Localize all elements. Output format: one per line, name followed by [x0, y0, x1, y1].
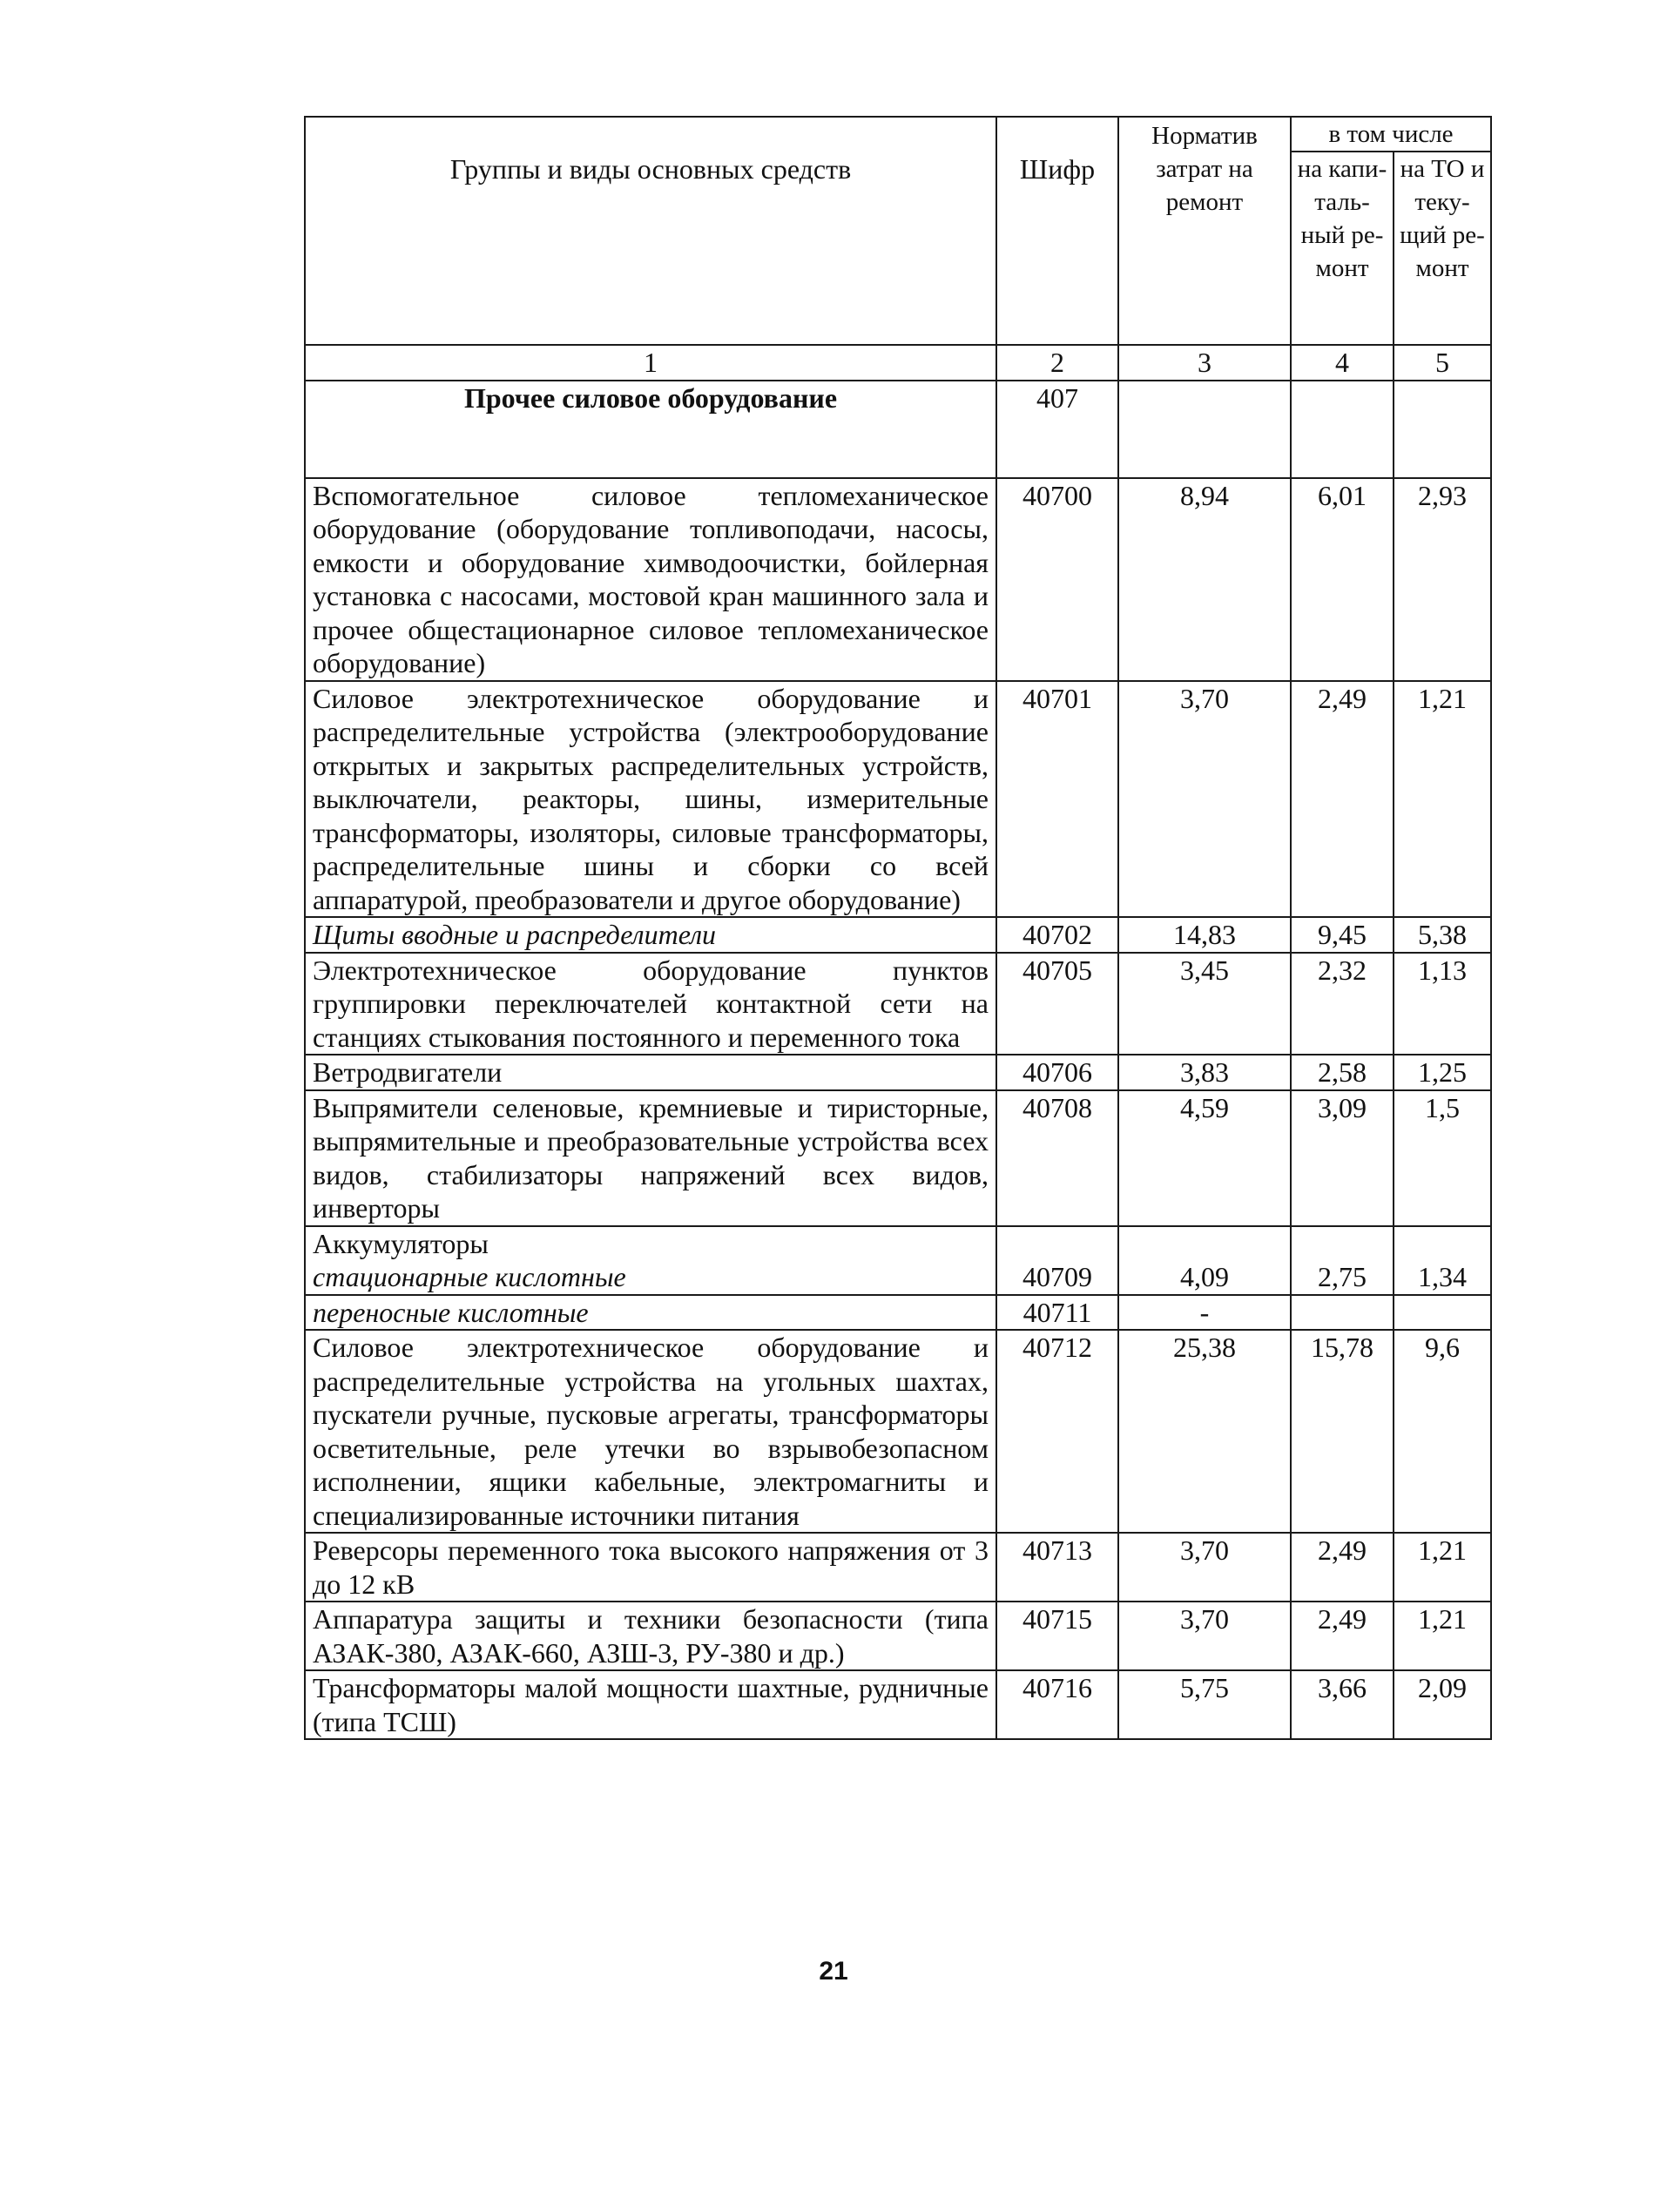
row-norm: 3,45	[1118, 953, 1291, 1055]
row-name: Силовое электротехническое оборудование и распределительные устройства на угольных шахтах, пускатели ручные, пусковые агрегаты, трансформаторы осветительные, реле утечки во взрывобезопасном исполнении, ящики кабельные, электромагниты и специализированные источники питания	[305, 1330, 996, 1533]
row-to: 2,93	[1394, 478, 1491, 681]
row-code: 40706	[996, 1055, 1118, 1090]
row-code: 40713	[996, 1533, 1118, 1602]
row-name	[305, 1226, 996, 1295]
header-including-text: в том числе	[1328, 120, 1454, 148]
row-to: 2,09	[1394, 1670, 1491, 1739]
row-norm: 3,70	[1118, 1602, 1291, 1670]
row-norm: 25,38	[1118, 1330, 1291, 1533]
header-code-text: Шифр	[1019, 153, 1096, 185]
row-norm: 4,09	[1118, 1226, 1291, 1295]
row-subitem-label: стационарные кислотные	[313, 1261, 626, 1292]
row-norm: 8,94	[1118, 478, 1291, 681]
row-capital: 2,58	[1291, 1055, 1394, 1090]
row-name: Ветродвигатели	[305, 1055, 996, 1090]
norms-table	[304, 116, 1492, 1740]
row-norm: 14,83	[1118, 917, 1291, 953]
row-norm: 5,75	[1118, 1670, 1291, 1739]
table-row	[305, 1226, 1491, 1295]
section-row	[305, 381, 1491, 478]
column-number-2: 2	[996, 345, 1118, 381]
row-capital: 2,49	[1291, 1533, 1394, 1602]
header-to-text: на ТО и теку-щий ре-монт	[1400, 155, 1485, 282]
row-to: 5,38	[1394, 917, 1491, 953]
header-code	[996, 117, 1118, 345]
row-code: 40700	[996, 478, 1118, 681]
row-capital: 2,75	[1291, 1226, 1394, 1295]
header-capital-text: на капи-таль-ный ре-монт	[1297, 155, 1387, 282]
row-name: Реверсоры переменного тока высокого напряжения от 3 до 12 кВ	[305, 1533, 996, 1602]
row-name: Электротехническое оборудование пунктов группировки переключателей контактной сети на станциях стыкования постоянного и переменного тока	[305, 953, 996, 1055]
header-capital	[1291, 152, 1394, 345]
row-name: Щиты вводные и распределители	[305, 917, 996, 953]
header-to	[1394, 152, 1491, 345]
row-to: 1,21	[1394, 1533, 1491, 1602]
row-capital: 9,45	[1291, 917, 1394, 953]
header-groups	[305, 117, 996, 345]
header-groups-text: Группы и виды основных средств	[449, 153, 852, 185]
row-name: Аппаратура защиты и техники безопасности (типа АЗАК-380, АЗАК-660, АЗШ-3, РУ-380 и др.)	[305, 1602, 996, 1670]
row-capital: 2,32	[1291, 953, 1394, 1055]
row-code: 40711	[996, 1295, 1118, 1331]
table-row	[305, 917, 1491, 953]
row-capital	[1291, 1295, 1394, 1331]
row-name: Силовое электротехническое оборудование и распределительные устройства (электрооборудование открытых и закрытых распределительных устройств, выключатели, реакторы, шины, измерительные трансформаторы, изоляторы, силовые трансформаторы, распределительные шины и сборки со всей аппаратурой, преобразователи и другое оборудование)	[305, 681, 996, 918]
row-code: 40708	[996, 1090, 1118, 1226]
table-row	[305, 1670, 1491, 1739]
row-capital: 3,09	[1291, 1090, 1394, 1226]
row-capital: 6,01	[1291, 478, 1394, 681]
header-row-1	[305, 117, 1491, 152]
column-number-3: 3	[1118, 345, 1291, 381]
section-code: 407	[996, 381, 1118, 478]
table-row	[305, 1055, 1491, 1090]
row-to: 1,5	[1394, 1090, 1491, 1226]
row-code: 40705	[996, 953, 1118, 1055]
row-to	[1394, 1295, 1491, 1331]
row-to: 9,6	[1394, 1330, 1491, 1533]
row-capital: 3,66	[1291, 1670, 1394, 1739]
row-to: 1,13	[1394, 953, 1491, 1055]
row-to: 1,21	[1394, 1602, 1491, 1670]
row-to: 1,34	[1394, 1226, 1491, 1295]
table-row	[305, 1602, 1491, 1670]
column-number-1: 1	[305, 345, 996, 381]
section-empty-cell	[1291, 381, 1394, 478]
header-norm	[1118, 117, 1291, 345]
row-code: 40709	[996, 1226, 1118, 1295]
section-empty-cell	[1118, 381, 1291, 478]
row-norm: -	[1118, 1295, 1291, 1331]
row-to: 1,21	[1394, 681, 1491, 918]
row-name: Трансформаторы малой мощности шахтные, рудничные (типа ТСШ)	[305, 1670, 996, 1739]
row-group-label: Аккумуляторы	[313, 1227, 489, 1259]
table-row	[305, 1295, 1491, 1331]
column-number-4: 4	[1291, 345, 1394, 381]
row-norm: 3,70	[1118, 1533, 1291, 1602]
column-number-5: 5	[1394, 345, 1491, 381]
row-capital: 2,49	[1291, 1602, 1394, 1670]
table-row	[305, 681, 1491, 918]
page-number: 21	[819, 1957, 848, 1986]
row-norm: 3,70	[1118, 681, 1291, 918]
header-including	[1291, 117, 1491, 152]
row-code: 40716	[996, 1670, 1118, 1739]
row-code: 40701	[996, 681, 1118, 918]
row-name: переносные кислотные	[305, 1295, 996, 1331]
row-code: 40712	[996, 1330, 1118, 1533]
row-to: 1,25	[1394, 1055, 1491, 1090]
row-capital: 15,78	[1291, 1330, 1394, 1533]
row-code: 40702	[996, 917, 1118, 953]
section-empty-cell	[1394, 381, 1491, 478]
row-capital: 2,49	[1291, 681, 1394, 918]
table-row	[305, 1330, 1491, 1533]
header-norm-text: Норматив затрат на ремонт	[1151, 122, 1258, 216]
row-name: Выпрямители селеновые, кремниевые и тиристорные, выпрямительные и преобразовательные устройства всех видов, стабилизаторы напряжений всех видов, инверторы	[305, 1090, 996, 1226]
row-norm: 4,59	[1118, 1090, 1291, 1226]
table-row	[305, 1090, 1491, 1226]
table-row	[305, 478, 1491, 681]
column-number-row	[305, 345, 1491, 381]
row-name: Вспомогательное силовое тепломеханическое оборудование (оборудование топливоподачи, насосы, емкости и оборудование химводоочистки, бойлерная установка с насосами, мостовой кран машинного зала и прочее общестационарное силовое тепломеханическое оборудование)	[305, 478, 996, 681]
row-code: 40715	[996, 1602, 1118, 1670]
table-row	[305, 953, 1491, 1055]
row-norm: 3,83	[1118, 1055, 1291, 1090]
section-title: Прочее силовое оборудование	[305, 381, 996, 478]
table-row	[305, 1533, 1491, 1602]
